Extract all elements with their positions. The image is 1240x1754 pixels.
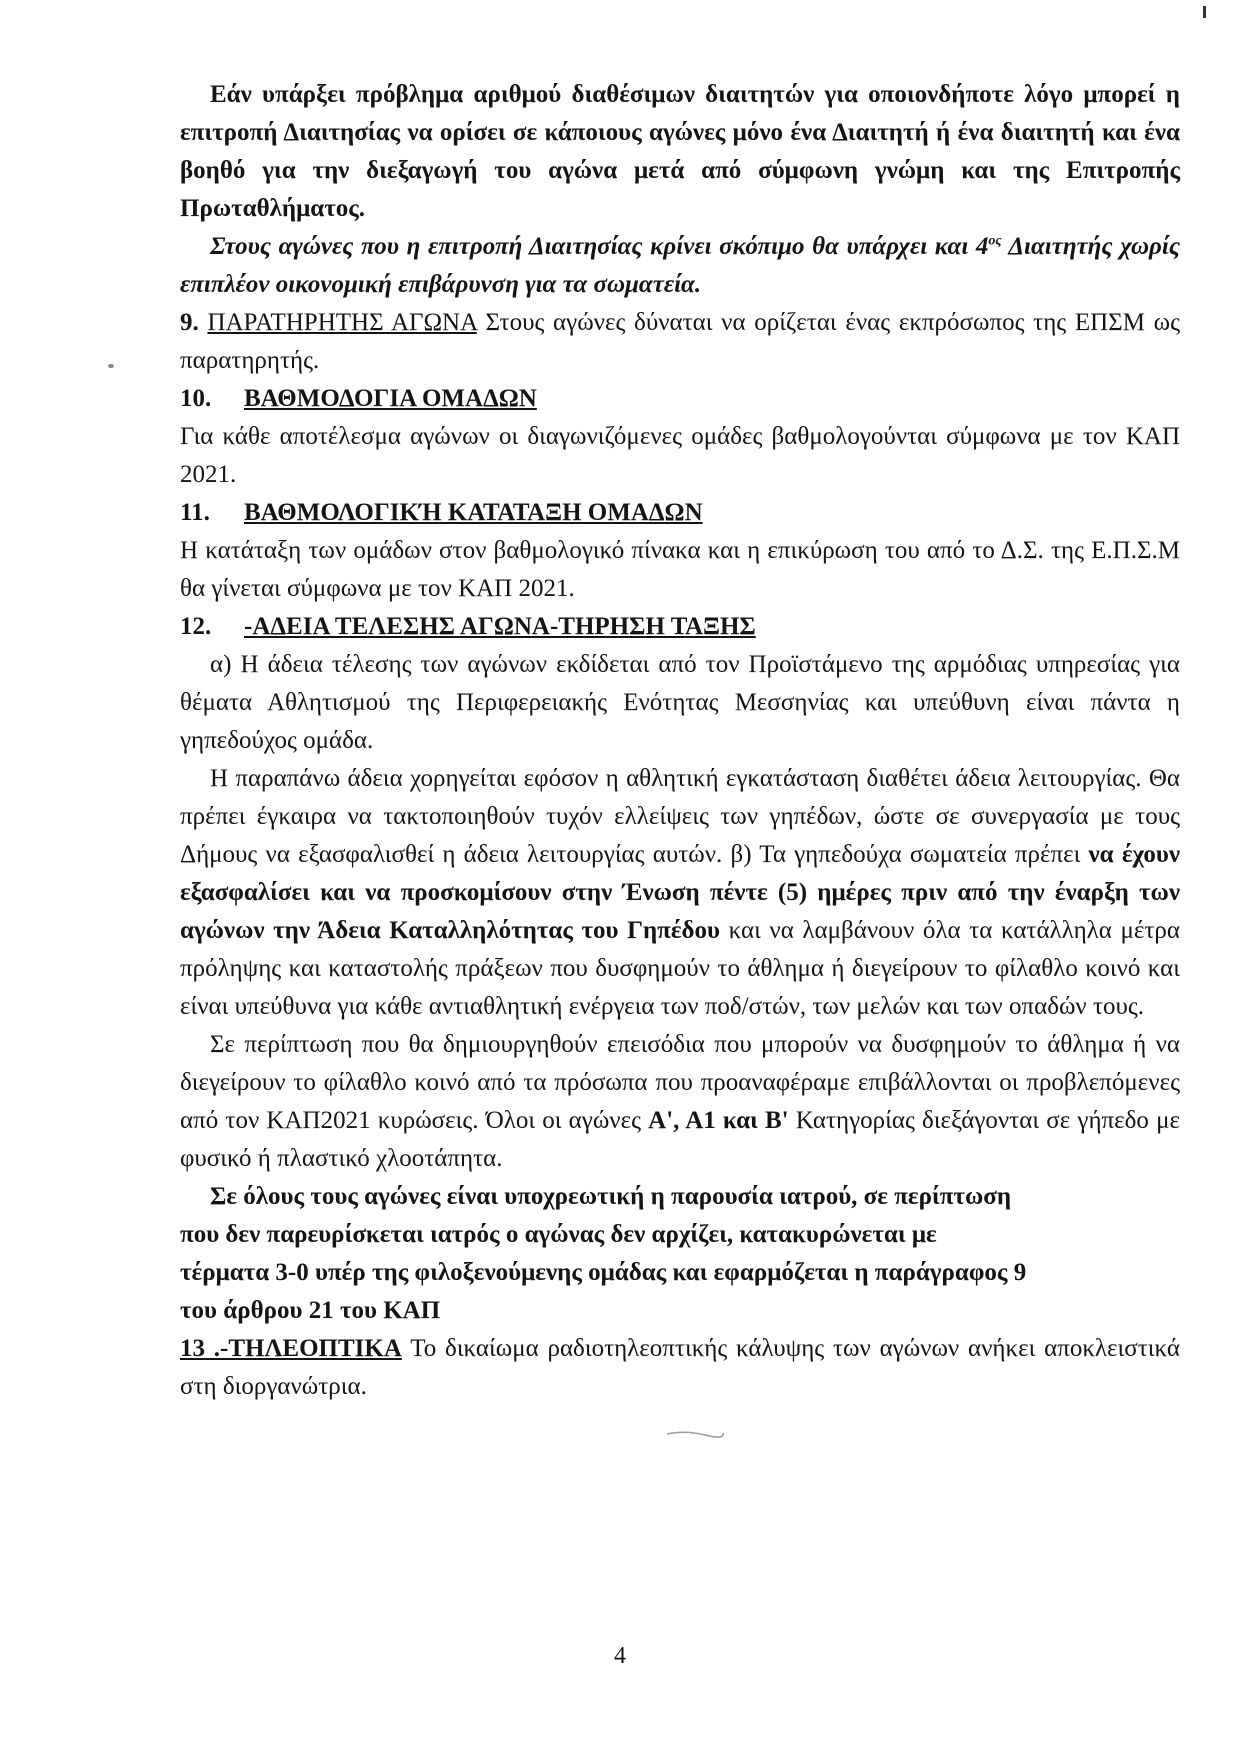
section-12-paragraph-c: [180, 1026, 1180, 1178]
section-11-number: 11.: [180, 499, 210, 526]
section-10-title: ΒΑΘΜΟΔΟΓΙΑ ΟΜΑΔΩΝ: [244, 385, 537, 412]
section-12-b-text: Η παραπάνω άδεια χορηγείται εφόσον η αθλητική εγκατάσταση διαθέτει άδεια λειτουργίας. Θα πρέπει έγκαιρα να τακτοποιηθούν τυχόν ελλείψεις των γηπέδων, ώστε σε συνεργασία με τους Δήμους να εξασφαλισθεί η άδεια λειτουργίας αυτών. β) Τα γηπεδούχα σωματεία πρέπει: [180, 765, 1180, 868]
section-9-title: ΠΑΡΑΤΗΡΗΤΗΣ ΑΓΩΝΑ: [207, 309, 477, 336]
section-12-b-text-rest: και να λαμβάνουν όλα τα κατάλληλα μέτρα πρόληψης και καταστολής πράξεων που δυσφημούν το άθλημα ή διεγείρουν το φίλαθλο κοινό και είναι υπεύθυνα για κάθε αντιαθλητική ενέργεια των ποδ/στών, των μελών και των οπαδών τους.: [180, 917, 1180, 1020]
section-12-paragraph-a: α) Η άδεια τέλεσης των αγώνων εκδίδεται από τον Προϊστάμενο της αρμόδιας υπηρεσίας για θέματα Αθλητισμού της Περιφερειακής Ενότητας Μεσσηνίας και υπεύθυνη είναι πάντα η γηπεδούχος ομάδα.: [180, 651, 1180, 754]
section-12-heading: [180, 608, 1180, 646]
document-body: [180, 76, 1180, 1406]
page-number: 4: [614, 1643, 626, 1669]
section-12-c-text: Σε περίπτωση που θα δημιουργηθούν επεισόδια που μπορούν να δυσφημούν το άθλημα ή να διεγείρουν το φίλαθλο κοινό από τα πρόσωπα που προαναφέραμε επιβάλλονται οι προβλεπόμενες από τον ΚΑΠ2021 κυρώσεις. Όλοι οι αγώνες: [180, 1031, 1180, 1134]
ordinal-suffix: ος: [988, 233, 1002, 249]
section-10-heading: [180, 380, 1180, 418]
section-12-b-bold: να έχουν εξασφαλίσει και να προσκομίσουν στην Ένωση πέντε (5) ημέρες πριν από την έναρξη των αγώνων την Άδεια Καταλληλότητας του Γηπέδου: [180, 841, 1180, 944]
scan-speck: [106, 362, 116, 370]
fourth-referee-text: Στους αγώνες που η επιτροπή Διαιτησίας κρίνει σκόπιμο θα υπάρχει και 4: [210, 233, 989, 260]
section-10-number: 10.: [180, 385, 212, 412]
fourth-referee-text-rest: Διαιτητής χωρίς επιπλέον οικονομική επιβάρυνση για τα σωματεία.: [180, 233, 1180, 298]
section-9-number: 9.: [180, 309, 199, 336]
section-13-title: 13 .-ΤΗΛΕΟΠΤΙΚΑ: [180, 1335, 402, 1362]
section-13: [180, 1330, 1180, 1406]
section-11-heading: [180, 494, 1180, 532]
scan-speck: [1200, 6, 1212, 20]
scan-smudge: [665, 1428, 725, 1440]
section-12-paragraph-b: [180, 760, 1180, 1026]
section-12-title: -ΑΔΕΙΑ ΤΕΛΕΣΗΣ ΑΓΩΝΑ-ΤΗΡΗΣΗ ΤΑΞΗΣ: [244, 613, 756, 640]
section-9: [180, 304, 1180, 380]
section-12-c-text-rest: Κατηγορίας διεξάγονται σε γήπεδο με φυσικό ή πλαστικό χλοοτάπητα.: [180, 1107, 1180, 1172]
section-11-text: Η κατάταξη των ομάδων στον βαθμολογικό πίνακα και η επικύρωση του από το Δ.Σ. της Ε.Π.Σ.Μ θα γίνεται σύμφωνα με τον ΚΑΠ 2021.: [180, 537, 1180, 602]
section-12-paragraph-d: [180, 1178, 1180, 1330]
doctor-line-2: που δεν παρευρίσκεται ιατρός ο αγώνας δεν αρχίζει, κατακυρώνεται με: [180, 1221, 937, 1248]
doctor-line-3: τέρματα 3-0 υπέρ της φιλοξενούμενης ομάδας και εφαρμόζεται η παράγραφος 9: [180, 1259, 1027, 1286]
paragraph-fourth-referee: [180, 228, 1180, 304]
paragraph-referee-shortage: Εάν υπάρξει πρόβλημα αριθμού διαθέσιμων διαιτητών για οποιονδήποτε λόγο μπορεί η επιτροπή Διαιτησίας να ορίσει σε κάποιους αγώνες μόνο ένα Διαιτητή ή ένα διαιτητή και ένα βοηθό για την διεξαγωγή του αγώνα μετά από σύμφωνη γνώμη και της Επιτροπής Πρωταθλήματος.: [180, 81, 1180, 222]
section-12-number: 12.: [180, 613, 212, 640]
section-13-text: Το δικαίωμα ραδιοτηλεοπτικής κάλυψης των αγώνων ανήκει αποκλειστικά στη διοργανώτρια.: [180, 1335, 1180, 1400]
section-10-text: Για κάθε αποτέλεσμα αγώνων οι διαγωνιζόμενες ομάδες βαθμολογούνται σύμφωνα με τον ΚΑΠ 2021.: [180, 423, 1180, 488]
doctor-line-1: Σε όλους τους αγώνες είναι υποχρεωτική η παρουσία ιατρού, σε περίπτωση: [210, 1183, 1012, 1210]
section-11-title: ΒΑΘΜΟΛΟΓΙΚΉ ΚΑΤΑΤΑΞΗ ΟΜΑΔΩΝ: [244, 499, 703, 526]
doctor-line-4: του άρθρου 21 του ΚΑΠ: [180, 1297, 441, 1324]
section-12-c-bold: Α', Α1 και Β': [648, 1107, 789, 1134]
section-9-text: Στους αγώνες δύναται να ορίζεται ένας εκπρόσωπος της ΕΠΣΜ ως παρατηρητής.: [180, 309, 1180, 374]
